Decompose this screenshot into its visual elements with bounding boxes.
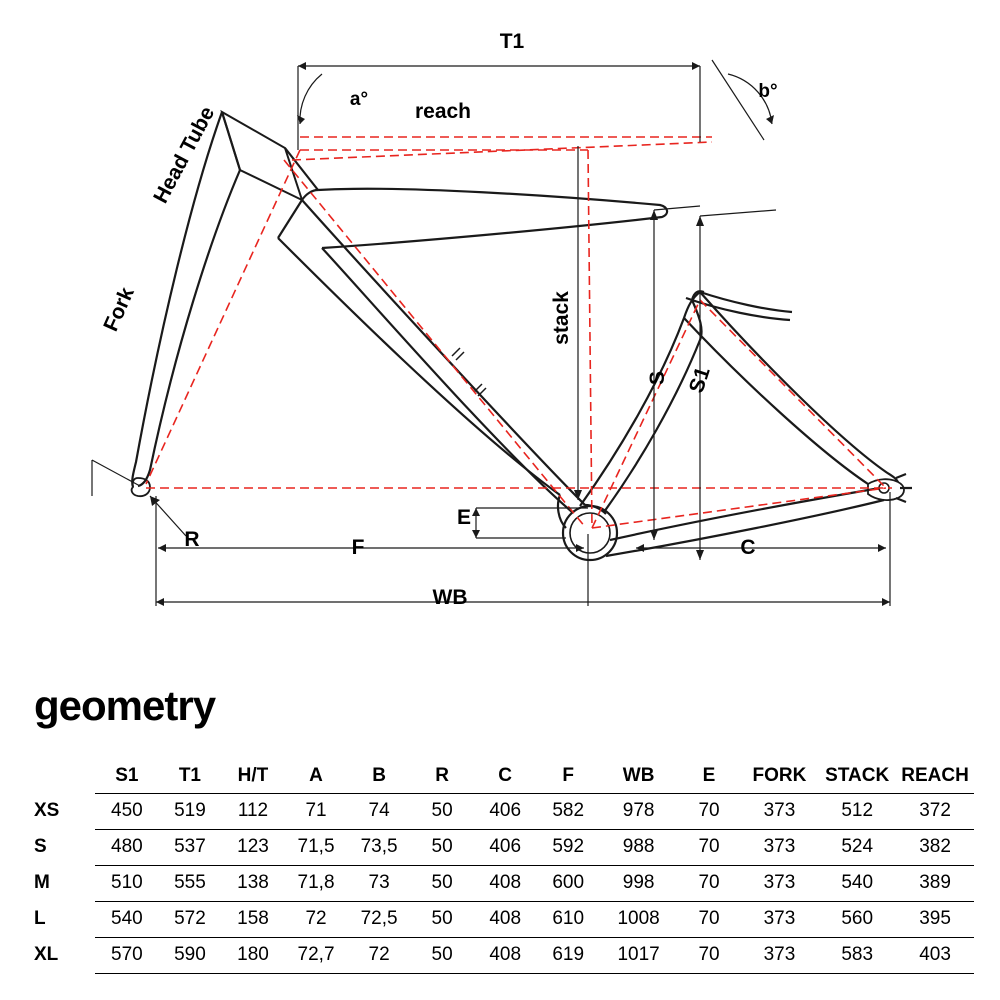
row-size: L	[34, 908, 46, 929]
cell-b: 72,5	[348, 902, 411, 938]
col-head-fork: FORK	[741, 759, 819, 794]
table-row	[26, 902, 974, 938]
cell-r: 50	[411, 830, 474, 866]
cell-b: 72	[348, 938, 411, 974]
label-fork: Fork	[99, 283, 139, 335]
cell-s1: 480	[95, 830, 158, 866]
cell-reach: 382	[896, 830, 974, 866]
label-angle-b: b°	[758, 81, 778, 102]
cell-fork: 373	[741, 794, 819, 830]
cell-t1: 537	[158, 830, 221, 866]
cell-f: 582	[537, 794, 600, 830]
cell-fork: 373	[741, 830, 819, 866]
cell-wb: 1008	[600, 902, 678, 938]
label-e: E	[456, 506, 472, 529]
cell-s1: 450	[95, 794, 158, 830]
row-size: XS	[34, 800, 60, 821]
label-head-tube: Head Tube	[149, 102, 220, 208]
cell-c: 408	[474, 866, 537, 902]
cell-a: 72	[285, 902, 348, 938]
page-title: geometry	[34, 682, 216, 729]
cell-c: 406	[474, 794, 537, 830]
table-row	[26, 830, 974, 866]
cell-f: 619	[537, 938, 600, 974]
cell-stack: 583	[818, 938, 896, 974]
cell-s1: 540	[95, 902, 158, 938]
cell-fork: 373	[741, 902, 819, 938]
table-row	[26, 794, 974, 830]
cell-wb: 998	[600, 866, 678, 902]
col-head-e: E	[678, 759, 741, 794]
cell-r: 50	[411, 794, 474, 830]
cell-a: 71,5	[285, 830, 348, 866]
cell-b: 73	[348, 866, 411, 902]
label-s1: S1	[684, 364, 715, 396]
cell-t1: 519	[158, 794, 221, 830]
label-angle-a: a°	[349, 89, 369, 110]
table-header-row	[26, 759, 974, 794]
cell-c: 408	[474, 938, 537, 974]
label-reach: reach	[414, 100, 472, 123]
cell-f: 600	[537, 866, 600, 902]
label-c: C	[740, 536, 756, 559]
cell-reach: 395	[896, 902, 974, 938]
col-head-f: F	[537, 759, 600, 794]
cell-s1: 570	[95, 938, 158, 974]
cell-f: 610	[537, 902, 600, 938]
cell-stack: 560	[818, 902, 896, 938]
label-s: S	[646, 370, 669, 386]
cell-stack: 512	[818, 794, 896, 830]
row-size: S	[34, 836, 47, 857]
cell-reach: 403	[896, 938, 974, 974]
cell-t1: 572	[158, 902, 221, 938]
cell-ht: 180	[221, 938, 284, 974]
cell-e: 70	[678, 794, 741, 830]
cell-a: 71,8	[285, 866, 348, 902]
label-stack: stack	[550, 291, 573, 345]
row-size: XL	[34, 944, 59, 965]
cell-f: 592	[537, 830, 600, 866]
geometry-table	[26, 759, 974, 974]
cell-e: 70	[678, 866, 741, 902]
cell-ht: 112	[221, 794, 284, 830]
cell-stack: 524	[818, 830, 896, 866]
cell-b: 73,5	[348, 830, 411, 866]
cell-e: 70	[678, 830, 741, 866]
label-r: R	[184, 528, 200, 551]
cell-stack: 540	[818, 866, 896, 902]
cell-ht: 138	[221, 866, 284, 902]
cell-reach: 389	[896, 866, 974, 902]
col-head-s1: S1	[95, 759, 158, 794]
col-head-wb: WB	[600, 759, 678, 794]
row-size: M	[34, 872, 50, 893]
table-row	[26, 866, 974, 902]
col-head-r: R	[411, 759, 474, 794]
col-head-t1: T1	[158, 759, 221, 794]
table-row	[26, 938, 974, 974]
cell-ht: 158	[221, 902, 284, 938]
cell-ht: 123	[221, 830, 284, 866]
cell-a: 72,7	[285, 938, 348, 974]
cell-t1: 590	[158, 938, 221, 974]
cell-fork: 373	[741, 938, 819, 974]
col-head-c: C	[474, 759, 537, 794]
cell-c: 408	[474, 902, 537, 938]
cell-e: 70	[678, 902, 741, 938]
cell-r: 50	[411, 866, 474, 902]
col-head-stack: STACK	[818, 759, 896, 794]
cell-e: 70	[678, 938, 741, 974]
cell-wb: 1017	[600, 938, 678, 974]
cell-b: 74	[348, 794, 411, 830]
cell-t1: 555	[158, 866, 221, 902]
cell-s1: 510	[95, 866, 158, 902]
cell-r: 50	[411, 902, 474, 938]
cell-fork: 373	[741, 866, 819, 902]
cell-c: 406	[474, 830, 537, 866]
cell-a: 71	[285, 794, 348, 830]
col-head-a: A	[285, 759, 348, 794]
cell-reach: 372	[896, 794, 974, 830]
label-f: F	[351, 536, 365, 559]
label-wb: WB	[432, 586, 468, 609]
col-head-b: B	[348, 759, 411, 794]
cell-wb: 988	[600, 830, 678, 866]
col-head-ht: H/T	[221, 759, 284, 794]
cell-r: 50	[411, 938, 474, 974]
cell-wb: 978	[600, 794, 678, 830]
label-t1: T1	[499, 30, 525, 53]
geometry-section	[0, 660, 1000, 974]
col-head-size	[26, 759, 95, 794]
col-head-reach: REACH	[896, 759, 974, 794]
